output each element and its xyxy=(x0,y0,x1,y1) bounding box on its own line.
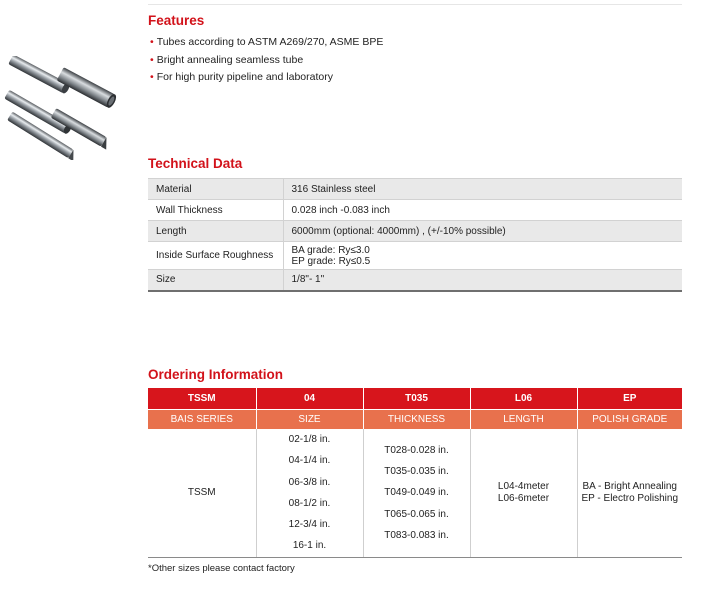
bullet-icon: • xyxy=(150,36,154,48)
row-value: 316 Stainless steel xyxy=(283,179,682,200)
row-label: Material xyxy=(148,179,283,200)
polish-option: EP - Electro Polishing xyxy=(581,492,679,504)
table-row xyxy=(148,179,682,200)
size-option: 16-1 in. xyxy=(292,540,327,552)
bullet-icon: • xyxy=(150,53,154,66)
technical-data-table xyxy=(148,178,682,292)
thickness-option: T083-0.083 in. xyxy=(384,529,449,541)
row-label: Wall Thickness xyxy=(148,200,283,221)
row-value: 6000mm (optional: 4000mm) , (+/-10% possible) xyxy=(283,221,682,242)
polish-cell xyxy=(577,429,682,557)
feature-text: For high purity pipeline and laboratory xyxy=(156,71,333,83)
size-option: 08-1/2 in. xyxy=(288,497,331,509)
features-heading: Features xyxy=(148,13,205,28)
code-cell: 04 xyxy=(256,388,363,409)
code-cell: EP xyxy=(577,388,682,409)
table-row xyxy=(148,200,682,221)
row-value: 0.028 inch -0.083 inch xyxy=(283,200,682,221)
row-label: Inside Surface Roughness xyxy=(148,242,283,270)
thickness-option: T049-0.049 in. xyxy=(384,487,449,499)
thickness-cell xyxy=(363,429,470,557)
series-cell: TSSM xyxy=(148,429,256,557)
size-option: 12-3/4 in. xyxy=(288,519,331,531)
technical-data-heading: Technical Data xyxy=(148,156,243,171)
value-line: EP grade: Ry≤0.5 xyxy=(291,255,371,267)
top-divider xyxy=(148,4,682,5)
length-cell xyxy=(470,429,577,557)
row-value xyxy=(283,242,682,270)
table-row xyxy=(148,242,682,270)
feature-text: Tubes according to ASTM A269/270, ASME BPE xyxy=(156,36,384,48)
length-option: L04-4meter xyxy=(497,480,550,492)
column-header: BAIS SERIES xyxy=(148,409,256,429)
thickness-option: T028-0.028 in. xyxy=(384,444,449,456)
column-header: LENGTH xyxy=(470,409,577,429)
tube-product-image xyxy=(4,56,132,160)
code-cell: L06 xyxy=(470,388,577,409)
thickness-option: T065-0.065 in. xyxy=(384,508,449,520)
ordering-heading: Ordering Information xyxy=(148,367,283,382)
list-item xyxy=(150,34,383,52)
ordering-table xyxy=(148,388,682,558)
length-option: L06-6meter xyxy=(497,492,550,504)
list-item xyxy=(150,52,383,70)
row-label: Length xyxy=(148,221,283,242)
size-option: 04-1/4 in. xyxy=(288,455,331,467)
table-row xyxy=(148,270,682,291)
size-cell xyxy=(256,429,363,557)
table-row xyxy=(148,429,682,557)
footnote: *Other sizes please contact factory xyxy=(148,563,295,574)
column-header: THICKNESS xyxy=(363,409,470,429)
thickness-option: T035-0.035 in. xyxy=(384,465,449,477)
row-value: 1/8"- 1" xyxy=(283,270,682,291)
row-label: Size xyxy=(148,270,283,291)
value-line: BA grade: Ry≤3.0 xyxy=(291,244,370,256)
code-cell: T035 xyxy=(363,388,470,409)
bullet-icon: • xyxy=(150,71,154,83)
size-option: 06-3/8 in. xyxy=(288,476,331,488)
polish-option: BA - Bright Annealing xyxy=(582,480,677,492)
features-list xyxy=(150,34,383,87)
size-option: 02-1/8 in. xyxy=(288,434,331,445)
feature-text: Bright annealing seamless tube xyxy=(156,53,304,66)
list-item xyxy=(150,69,383,87)
table-row xyxy=(148,221,682,242)
column-header-row xyxy=(148,409,682,429)
column-header: POLISH GRADE xyxy=(577,409,682,429)
code-row xyxy=(148,388,682,409)
code-cell: TSSM xyxy=(148,388,256,409)
column-header: SIZE xyxy=(256,409,363,429)
